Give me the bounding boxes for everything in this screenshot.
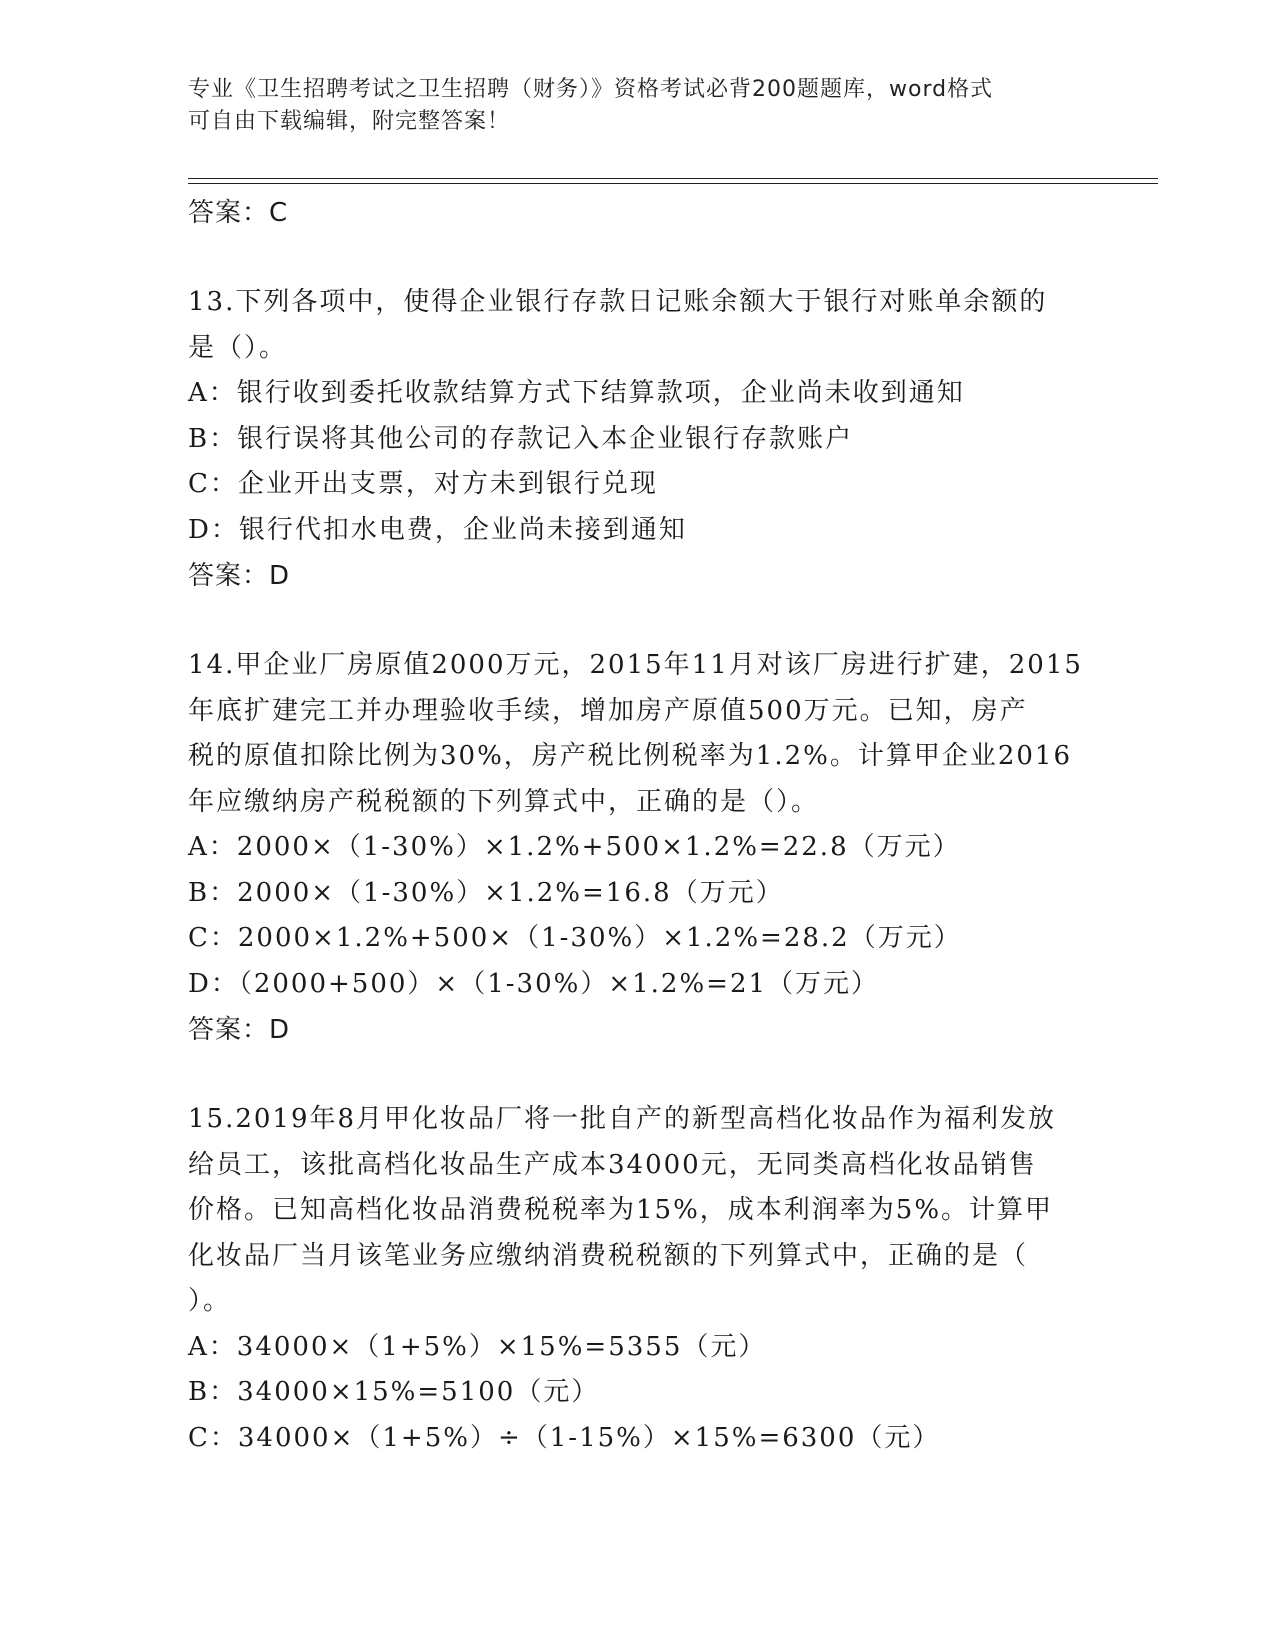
document-header (188, 74, 1088, 138)
question-14 (188, 643, 1108, 1053)
question-text-line: 给员工，该批高档化妆品生产成本34000元，无同类高档化妆品销售 (188, 1149, 1037, 1180)
question-13 (188, 280, 1108, 599)
question-text (188, 280, 1108, 371)
option-c: C：2000×1.2%+500×（1-30%）×1.2%=28.2（万元） (188, 923, 962, 953)
option-b: B：34000×15%=5100（元） (188, 1377, 600, 1407)
question-text (188, 1097, 1108, 1325)
option-d: D：银行代扣水电费，企业尚未接到通知 (188, 514, 687, 545)
question-text-line: 15.2019年8月甲化妆品厂将一批自产的新型高档化妆品作为福利发放 (188, 1104, 1057, 1134)
question-text-line: 是（）。 (188, 332, 288, 363)
answer-line: 答案：C (188, 198, 289, 228)
header-rule-bottom (188, 183, 1158, 184)
option-c: C：34000×（1+5%）÷（1-15%）×15%=6300（元） (188, 1422, 941, 1453)
question-15 (188, 1097, 1108, 1461)
option-c: C：企业开出支票，对方未到银行兑现 (188, 469, 658, 499)
document-body (188, 190, 1108, 1461)
answer-line: 答案：D (188, 1015, 291, 1045)
option-d: D：（2000+500）×（1-30%）×1.2%=21（万元） (188, 968, 880, 999)
question-text-line: 税的原值扣除比例为30%，房产税比例税率为1.2%。计算甲企业2016 (188, 741, 1073, 771)
header-rule-top (188, 178, 1158, 179)
question-text (188, 643, 1108, 825)
option-a: A：银行收到委托收款结算方式下结算款项，企业尚未收到通知 (188, 378, 965, 408)
header-line-2: 可自由下载编辑，附完整答案！ (188, 109, 511, 134)
option-a: A：34000×（1+5%）×15%=5355（元） (188, 1331, 767, 1362)
option-b: B：2000×（1-30%）×1.2%=16.8（万元） (188, 877, 784, 908)
question-text-line: 14.甲企业厂房原值2000万元，2015年11月对该厂房进行扩建，2015 (188, 650, 1083, 680)
option-b: B：银行误将其他公司的存款记入本企业银行存款账户 (188, 423, 854, 454)
option-a: A：2000×（1-30%）×1.2%+500×1.2%=22.8（万元） (188, 832, 961, 862)
question-text-line: 年底扩建完工并办理验收手续，增加房产原值500万元。已知，房产 (188, 695, 1028, 726)
question-text-line: 化妆品厂当月该笔业务应缴纳消费税税额的下列算式中，正确的是（ (188, 1240, 1029, 1271)
answer-line: 答案：D (188, 561, 291, 591)
header-line-1: 专业《卫生招聘考试之卫生招聘（财务）》资格考试必背200题题库，word格式 (188, 77, 994, 102)
question-text-line: ）。 (188, 1286, 232, 1316)
question-text-line: 价格。已知高档化妆品消费税税率为15%，成本利润率为5%。计算甲 (188, 1195, 1054, 1225)
question-text-line: 年应缴纳房产税税额的下列算式中，正确的是（）。 (188, 786, 820, 817)
question-text-line: 13.下列各项中，使得企业银行存款日记账余额大于银行对账单余额的 (188, 287, 1048, 317)
